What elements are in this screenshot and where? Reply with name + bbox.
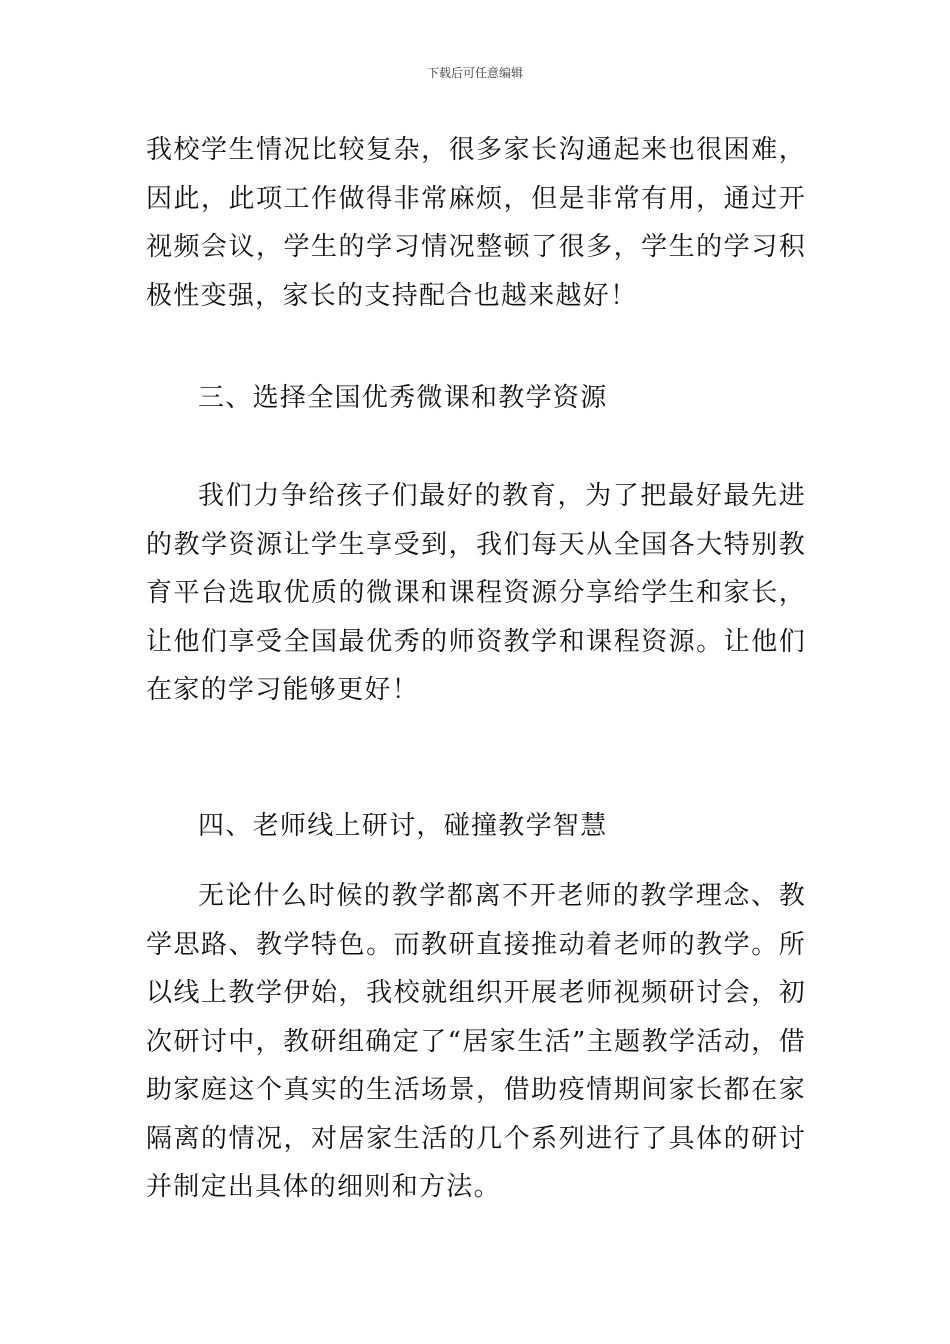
page-header-note: 下载后可任意编辑 — [426, 66, 523, 80]
paragraph-section-4: 无论什么时候的教学都离不开老师的教学理念、教学思路、教学特色。而教研直接推动着老师的教学。所以线上教学伊始，我校就组织开展老师视频研讨会，初次研讨中，教研组确定了“居家生活”主题教学活动，借助家庭这个真实的生活场景，借助疫情期间家长都在家隔离的情况，对居家生活的几个系列进行了具体的研讨并制定出具体的细则和方法。 — [146, 881, 806, 1202]
paragraph-section-3: 我们力争给孩子们最好的教育，为了把最好最先进的教学资源让学生享受到，我们每天从全国各大特别教育平台选取优质的微课和课程资源分享给学生和家长，让他们享受全国最优秀的师资教学和课程资源。让他们在家的学习能够更好！ — [146, 481, 806, 705]
section-heading-3: 三、选择全国优秀微课和教学资源 — [198, 383, 608, 413]
section-heading-4: 四、老师线上研讨，碰撞教学智慧 — [198, 811, 608, 841]
paragraph-continuation: 我校学生情况比较复杂，很多家长沟通起来也很困难，因此，此项工作做得非常麻烦，但是非常有用，通过开视频会议，学生的学习情况整顿了很多，学生的学习积极性变强，家长的支持配合也越来越好！ — [146, 135, 806, 311]
